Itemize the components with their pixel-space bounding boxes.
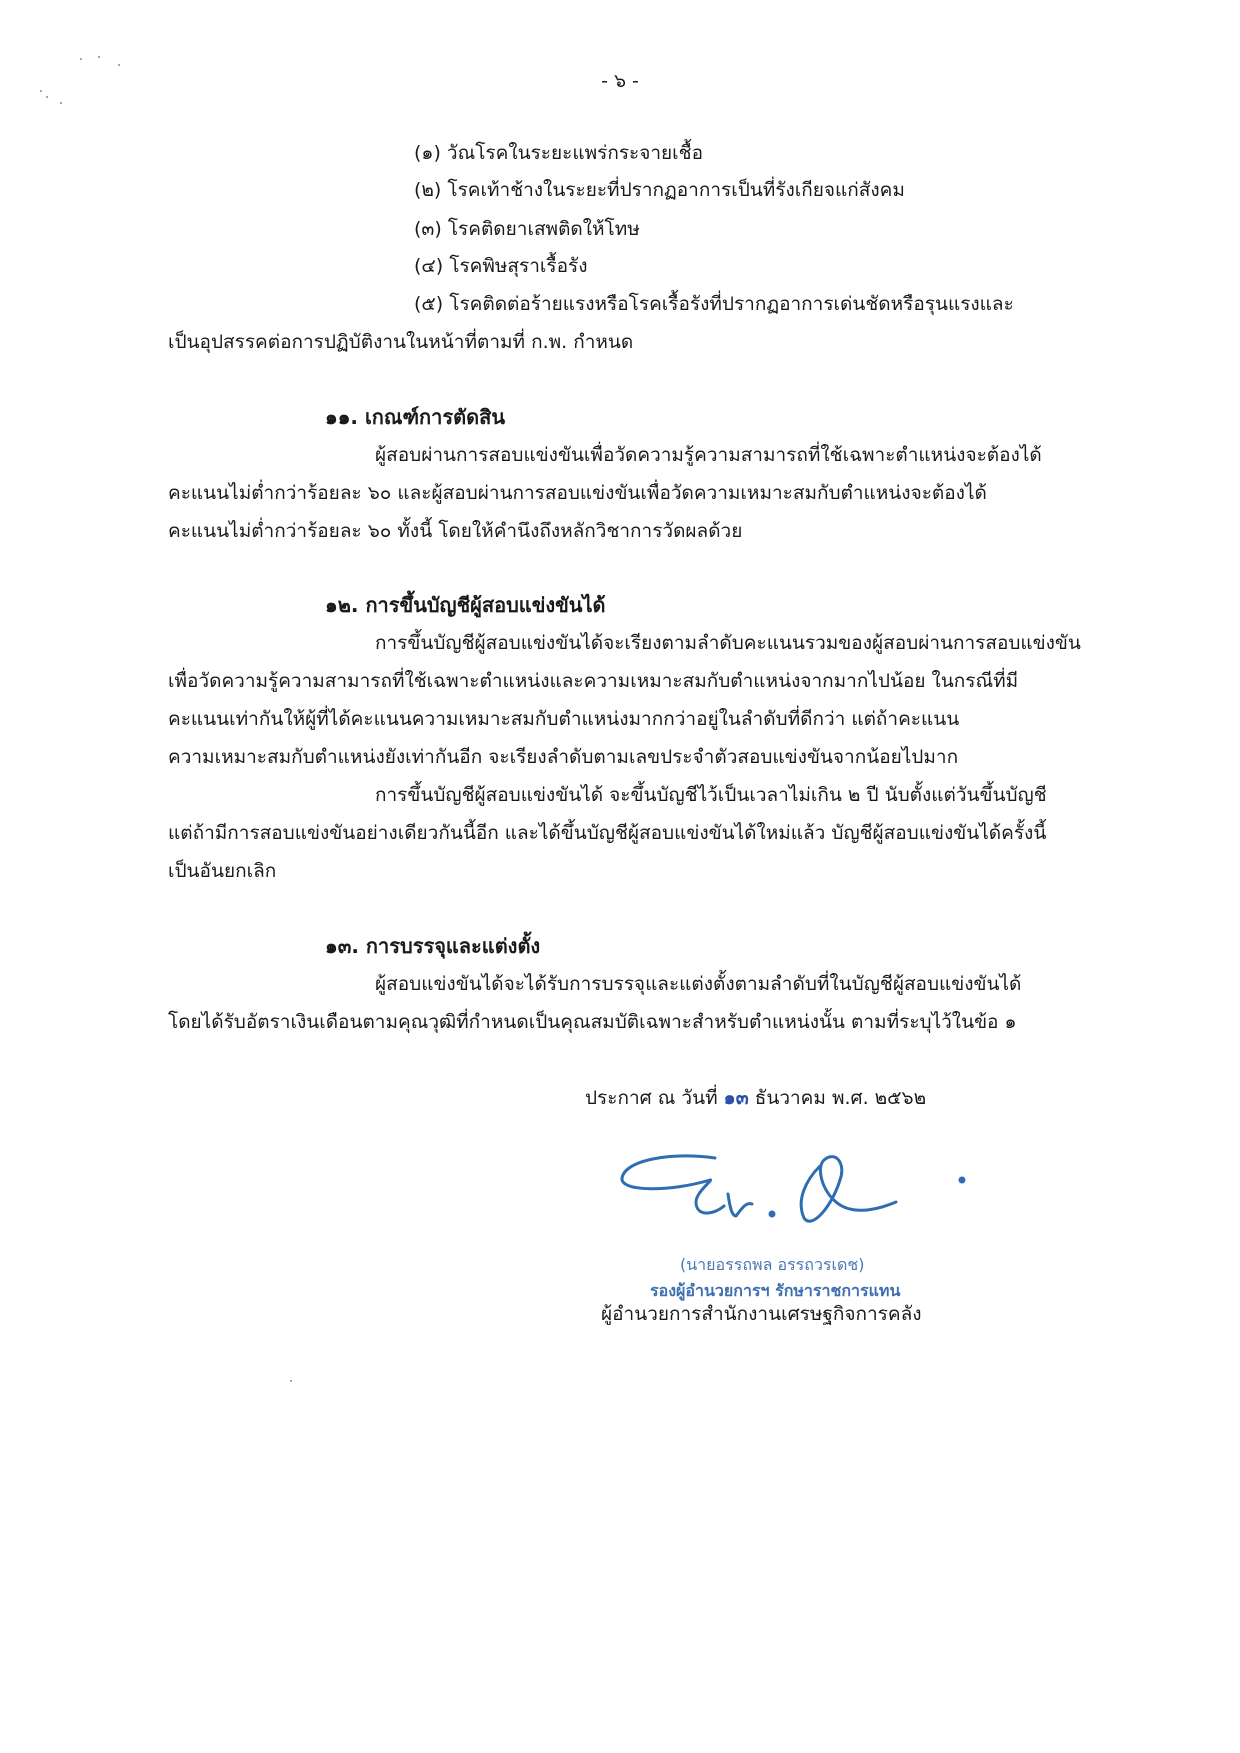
paragraph-line: ผู้สอบผ่านการสอบแข่งขันเพื่อวัดความรู้ความสามารถที่ใช้เฉพาะตำแหน่งจะต้องได้ <box>375 444 1042 466</box>
announcement-date <box>585 1086 926 1110</box>
paragraph-line: ผู้สอบแข่งขันได้จะได้รับการบรรจุและแต่งตั้งตามลำดับที่ในบัญชีผู้สอบแข่งขันได้ <box>375 973 1022 995</box>
section-heading: ๑๓. การบรรจุและแต่งตั้ง <box>325 934 541 958</box>
list-item: (๔) โรคพิษสุราเรื้อรัง <box>414 255 588 277</box>
paragraph-line: คะแนนเท่ากันให้ผู้ที่ได้คะแนนความเหมาะสมกับตำแหน่งมากกว่าอยู่ในลำดับที่ดีกว่า แต่ถ้าคะแนน <box>168 708 960 730</box>
list-continuation: เป็นอุปสรรคต่อการปฏิบัติงานในหน้าที่ตามที่ ก.พ. กำหนด <box>168 331 634 353</box>
section-heading: ๑๑. เกณฑ์การตัดสิน <box>325 405 505 429</box>
paragraph-line: แต่ถ้ามีการสอบแข่งขันอย่างเดียวกันนี้อีก และได้ขึ้นบัญชีผู้สอบแข่งขันได้ใหม่แล้ว บัญชีผู้สอบแข่งขันได้ครั้งนี้ <box>168 822 1047 844</box>
page-number: - ๖ - <box>601 70 639 92</box>
announcement-month-year: ธันวาคม พ.ศ. ๒๕๖๒ <box>754 1087 927 1109</box>
list-item: (๑) วัณโรคในระยะแพร่กระจายเชื้อ <box>414 142 703 164</box>
list-item: (๕) โรคติดต่อร้ายแรงหรือโรคเรื้อรังที่ปรากฏอาการเด่นชัดหรือรุนแรงและ <box>414 293 1014 315</box>
paragraph-line: เป็นอันยกเลิก <box>168 860 277 882</box>
paragraph-line: โดยได้รับอัตราเงินเดือนตามคุณวุฒิที่กำหนดเป็นคุณสมบัติเฉพาะสำหรับตำแหน่งนั้น ตามที่ระบุไว้ในข้อ ๑ <box>168 1011 1017 1033</box>
paragraph-line: การขึ้นบัญชีผู้สอบแข่งขันได้ จะขึ้นบัญชีไว้เป็นเวลาไม่เกิน ๒ ปี นับตั้งแต่วันขึ้นบัญชี <box>375 784 1047 806</box>
paragraph-line: คะแนนไม่ต่ำกว่าร้อยละ ๖๐ ทั้งนี้ โดยให้คำนึงถึงหลักวิชาการวัดผลด้วย <box>168 520 743 542</box>
signatory-name: (นายอรรถพล อรรถวรเดช) <box>680 1255 865 1274</box>
section-heading: ๑๒. การขึ้นบัญชีผู้สอบแข่งขันได้ <box>325 593 606 617</box>
announcement-day: ๑๓ <box>723 1087 749 1109</box>
paragraph-line: ความเหมาะสมกับตำแหน่งยังเท่ากันอีก จะเรียงลำดับตามเลขประจำตัวสอบแข่งขันจากน้อยไปมาก <box>168 746 959 768</box>
signatory-position: ผู้อำนวยการสำนักงานเศรษฐกิจการคลัง <box>601 1303 922 1325</box>
list-item: (๒) โรคเท้าช้างในระยะที่ปรากฏอาการเป็นที่รังเกียจแก่สังคม <box>414 179 905 201</box>
signature-image <box>610 1130 980 1240</box>
announcement-prefix: ประกาศ ณ วันที่ <box>585 1087 718 1109</box>
paragraph-line: คะแนนไม่ต่ำกว่าร้อยละ ๖๐ และผู้สอบผ่านการสอบแข่งขันเพื่อวัดความเหมาะสมกับตำแหน่งจะต้องได้ <box>168 482 987 504</box>
signatory-acting-title: รองผู้อำนวยการฯ รักษาราชการแทน <box>650 1281 901 1300</box>
list-item: (๓) โรคติดยาเสพติดให้โทษ <box>414 218 640 240</box>
paragraph-line: การขึ้นบัญชีผู้สอบแข่งขันได้จะเรียงตามลำดับคะแนนรวมของผู้สอบผ่านการสอบแข่งขัน <box>375 632 1081 654</box>
paragraph-line: เพื่อวัดความรู้ความสามารถที่ใช้เฉพาะตำแหน่งและความเหมาะสมกับตำแหน่งจากมากไปน้อย ในกรณีที่มี <box>168 670 1019 692</box>
